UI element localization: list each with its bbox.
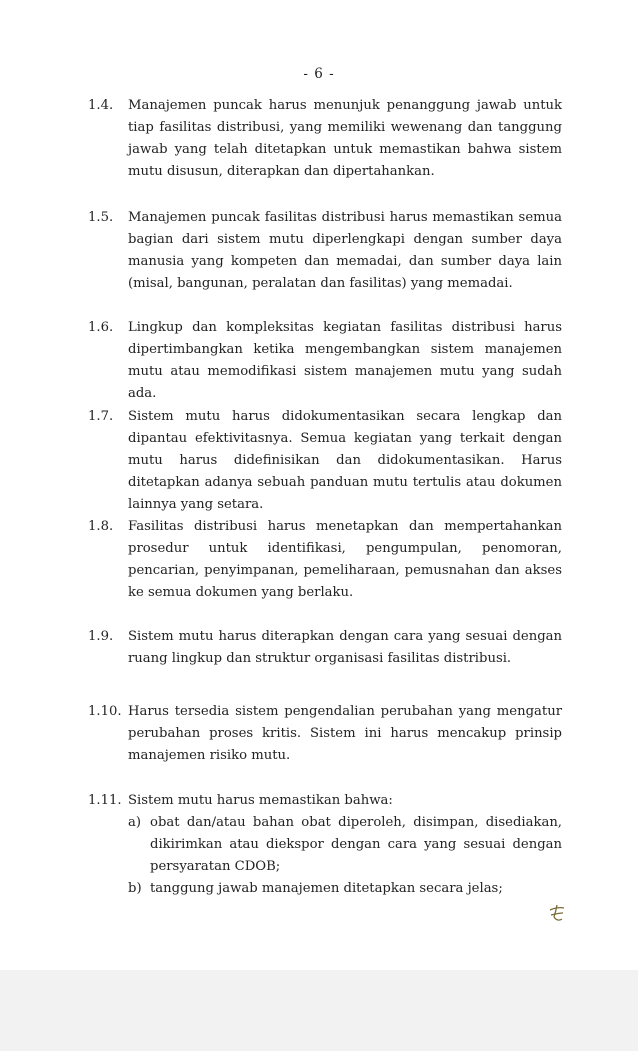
clause-text: Manajemen puncak harus menunjuk penanggung jawab untuk tiap fasilitas distribusi, yang memiliki wewenang dan tanggung jawab yang telah ditetapkan untuk memastikan bahwa sistem mutu disusun, diterapkan dan dipertahankan. — [128, 98, 562, 179]
sub-clause-letter: a) — [128, 815, 142, 830]
sub-clause-text: obat dan/atau bahan obat diperoleh, disimpan, disediakan, dikirimkan atau diekspor dengan cara yang sesuai dengan persyaratan CDOB; — [150, 815, 562, 874]
clause-1-8 — [88, 516, 562, 604]
sub-clause-a — [128, 812, 562, 878]
clause-1-10 — [88, 701, 562, 767]
clause-number: 1.10. — [88, 704, 122, 719]
clause-1-6 — [88, 317, 562, 405]
clause-number: 1.6. — [88, 320, 114, 335]
clause-number: 1.5. — [88, 210, 114, 225]
clause-1-11 — [88, 790, 562, 900]
sub-clause-b — [128, 878, 562, 900]
page-number: - 6 - — [303, 66, 335, 82]
clause-number: 1.11. — [88, 793, 122, 808]
clause-number: 1.9. — [88, 629, 114, 644]
clause-1-4 — [88, 95, 562, 183]
clause-1-9 — [88, 626, 562, 670]
sub-clause-text: tanggung jawab manajemen ditetapkan secara jelas; — [150, 881, 503, 896]
clause-text: Harus tersedia sistem pengendalian perubahan yang mengatur perubahan proses kritis. Sistem ini harus mencakup prinsip manajemen risiko mutu. — [128, 704, 562, 763]
clause-number: 1.7. — [88, 409, 114, 424]
page-bottom-margin — [0, 970, 638, 1051]
handwritten-initial-icon — [546, 902, 568, 924]
clause-text: Lingkup dan kompleksitas kegiatan fasilitas distribusi harus dipertimbangkan ketika mengembangkan sistem manajemen mutu atau memodifikasi sistem manajemen mutu yang sudah ada. — [128, 320, 562, 401]
sub-clause-letter: b) — [128, 881, 142, 896]
clause-text: Fasilitas distribusi harus menetapkan dan mempertahankan prosedur untuk identifikasi, pengumpulan, penomoran, pencarian, penyimpanan, pemeliharaan, pemusnahan dan akses ke semua dokumen yang berlaku. — [128, 519, 562, 600]
clause-1-5 — [88, 207, 562, 295]
clause-number: 1.4. — [88, 98, 114, 113]
clause-text: Sistem mutu harus didokumentasikan secara lengkap dan dipantau efektivitasnya. Semua kegiatan yang terkait dengan mutu harus didefinisikan dan didokumentasikan. Harus ditetapkan adanya sebuah panduan mutu tertulis atau dokumen lainnya yang setara. — [128, 409, 562, 512]
clause-1-7 — [88, 406, 562, 516]
clause-text: Sistem mutu harus diterapkan dengan cara yang sesuai dengan ruang lingkup dan struktur organisasi fasilitas distribusi. — [128, 629, 562, 666]
clause-text: Sistem mutu harus memastikan bahwa: — [128, 793, 393, 808]
clause-text: Manajemen puncak fasilitas distribusi harus memastikan semua bagian dari sistem mutu diperlengkapi dengan sumber daya manusia yang kompeten dan memadai, dan sumber daya lain (misal, bangunan, peralatan dan fasilitas) yang memadai. — [128, 210, 562, 291]
clause-number: 1.8. — [88, 519, 114, 534]
